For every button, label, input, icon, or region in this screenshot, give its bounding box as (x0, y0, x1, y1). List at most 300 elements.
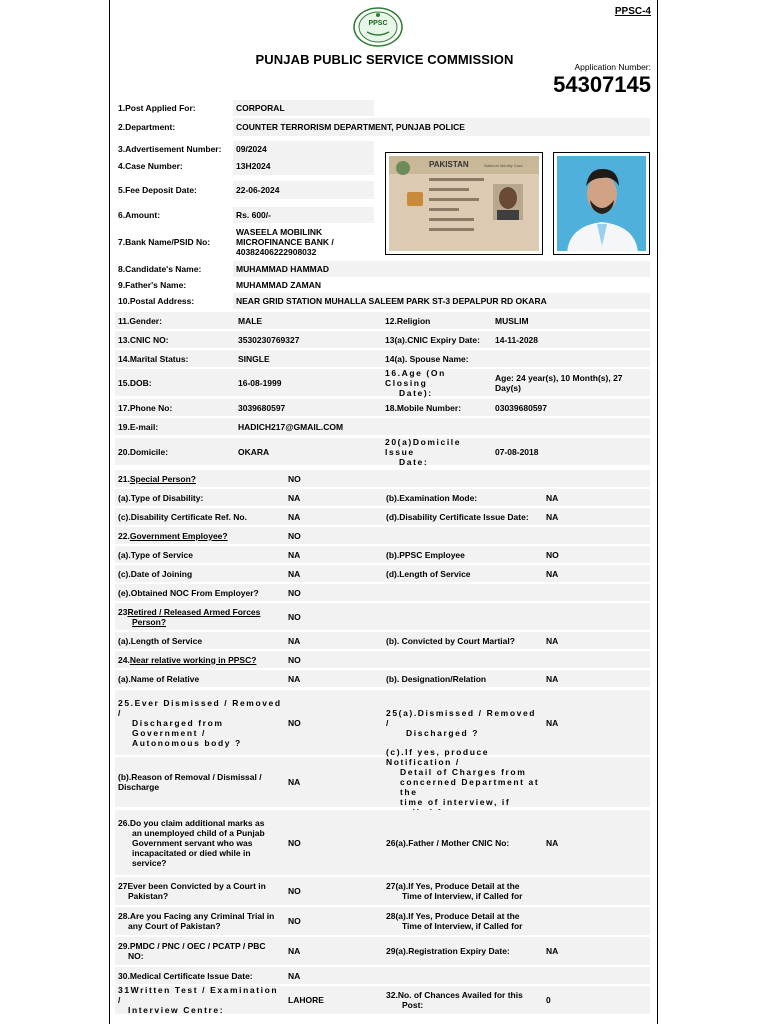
q25-value-span: NO (288, 717, 301, 728)
q23-label-line (118, 617, 260, 627)
spouse-label-line (385, 354, 469, 364)
domicile-value-span: OKARA (238, 446, 270, 457)
q22a-label-text (118, 550, 193, 560)
q22e-value-line (288, 588, 301, 598)
q23b-value-span: NA (546, 635, 559, 646)
cnic_exp-value-text (495, 335, 538, 345)
q32-value (543, 986, 650, 1014)
form-row (110, 747, 659, 807)
q29-value-span: NA (288, 946, 301, 956)
form-row (110, 810, 659, 875)
q26-label-span: an unemployed child of a Punjab (132, 827, 265, 838)
form-row (110, 937, 659, 965)
q24a-label-text (118, 674, 199, 684)
father-value-span: MUHAMMAD ZAMAN (236, 280, 321, 290)
email-value-span: HADICH217@GMAIL.COM (238, 421, 344, 432)
q26-label-span: 26.Do you claim additional marks as (118, 817, 265, 828)
bank-label-line (118, 237, 210, 247)
father-value-text (236, 280, 321, 290)
q21-label (115, 470, 285, 487)
religion-value-line (495, 316, 529, 326)
cnic_exp-value-line (495, 335, 538, 345)
q21b-label-span: (b).Examination Mode: (386, 492, 478, 503)
q21b-value-span: NA (546, 492, 559, 503)
q21-value (285, 470, 383, 487)
q22b-value (543, 546, 650, 563)
q26a-label-span: 26(a).Father / Mother CNIC No: (386, 837, 510, 848)
q22c-value (285, 565, 383, 582)
phone-value-line (238, 403, 285, 413)
post-label-text (118, 103, 196, 113)
father-label (115, 277, 233, 293)
q31-label-text (118, 985, 282, 1015)
q30-label-line (118, 971, 253, 981)
empty-cell (543, 877, 650, 905)
email-label (115, 418, 235, 435)
fee_date-label-text (118, 185, 197, 195)
q22e-value (285, 584, 383, 601)
religion-value-text (495, 316, 529, 326)
q22-value (285, 527, 383, 544)
q24a-value-text (288, 674, 300, 684)
gender-value (235, 312, 382, 329)
q26a-value-line (546, 838, 558, 848)
q21b-label (383, 489, 543, 506)
q23a-value-span: NA (288, 635, 301, 646)
q31-label-line (118, 985, 282, 1005)
q26a-label-text (386, 838, 509, 848)
q21c-label (115, 508, 285, 525)
phone-label-line (118, 403, 172, 413)
q22-value-text (288, 531, 301, 541)
adv-value (233, 141, 374, 157)
dom_issue-label-line (385, 457, 489, 467)
dob-label-text (118, 378, 152, 388)
name-value (233, 261, 650, 277)
q23a-value (285, 632, 383, 649)
q21a-value-span: NA (288, 492, 301, 503)
q23-value-span: NO (288, 611, 301, 622)
adv-label-line (118, 144, 221, 154)
empty-cell (543, 527, 650, 544)
q29-label-span: NO: (128, 951, 144, 961)
q32-label (383, 986, 543, 1014)
fee_date-value (233, 181, 374, 199)
age-label-line (385, 368, 489, 388)
q24b-value-text (546, 674, 558, 684)
q22e-label-text (118, 588, 259, 598)
dom_issue-label-line (385, 437, 489, 457)
q22c-value-span: NA (288, 568, 301, 579)
q31-label-span: Interview Centre: (128, 1005, 225, 1015)
adv-label (115, 141, 233, 157)
q23a-label-text (118, 636, 202, 646)
father-label-text (118, 280, 186, 290)
marital-label-text (118, 354, 188, 364)
religion-label-line (385, 316, 430, 326)
phone-label-text (118, 403, 172, 413)
address-label (115, 293, 233, 309)
form-row (110, 967, 659, 984)
q22b-label-text (386, 550, 465, 560)
q24b-label (383, 670, 543, 687)
address-value-text (236, 296, 547, 306)
q21a-value-text (288, 493, 300, 503)
q28-value-span: NO (288, 916, 301, 926)
commission-title: PUNJAB PUBLIC SERVICE COMMISSION (255, 52, 514, 67)
q26-label-line (118, 838, 265, 848)
application-form-page (109, 0, 658, 1024)
form-row (110, 690, 659, 755)
q30-label (115, 967, 285, 984)
bank-value-span: MICROFINANCE BANK / (236, 236, 334, 247)
q25-label-span: 25.Ever Dismissed / Removed / (118, 697, 282, 718)
q22d-value (543, 565, 650, 582)
post-value-text (236, 103, 285, 113)
domicile-label-span: 20.Domicile: (118, 446, 169, 457)
q22c-value-text (288, 569, 300, 579)
name-label-line (118, 264, 201, 274)
q25-label (115, 690, 285, 755)
q21-label-span: Special Person? (129, 473, 196, 484)
amount-value (233, 207, 374, 223)
dob-label (115, 369, 235, 396)
form-row (110, 489, 659, 506)
q23b-value-line (546, 636, 558, 646)
q23a-label-span: (a).Length of Service (118, 635, 203, 646)
q21b-value-text (546, 493, 558, 503)
cnic_exp-label-line (385, 335, 480, 345)
q32-value-text (546, 995, 551, 1005)
address-value (233, 293, 650, 309)
q25c-label-text (386, 747, 540, 817)
q28-label-text (118, 911, 274, 931)
empty-cell (543, 907, 650, 935)
email-value (235, 418, 650, 435)
age-label-span: Date): (399, 387, 433, 398)
religion-value (492, 312, 650, 329)
case-value (233, 157, 374, 175)
case-value-span: 13H2024 (236, 161, 271, 171)
dom_issue-label (382, 438, 492, 465)
q25a-value-span: NA (546, 717, 559, 728)
fee_date-value-line (236, 185, 279, 195)
form-row (110, 632, 659, 649)
q21d-label-line (386, 512, 529, 522)
q28-label (115, 907, 285, 935)
q23-value-text (288, 612, 301, 622)
q21-value-line (288, 474, 301, 484)
form-row (110, 118, 659, 136)
adv-value-text (236, 144, 267, 154)
q22-label (115, 527, 285, 544)
q23-label-line (118, 607, 260, 617)
bank-label (115, 224, 233, 259)
bank-value-line (236, 227, 334, 237)
mobile-label-text (385, 403, 461, 413)
q27a-label-text (386, 881, 522, 901)
q21c-label-text (118, 512, 247, 522)
age-value-line (495, 373, 623, 383)
cnic-value (235, 331, 382, 348)
q22d-label-span: (d).Length of Service (386, 568, 471, 579)
q30-label-span: 30.Medical Certificate Issue Date: (118, 970, 253, 981)
q23b-value-text (546, 636, 558, 646)
q24a-value-span: NA (288, 673, 301, 684)
q23-label-span: Retired / Released Armed Forces (127, 606, 261, 617)
dom_issue-value-span: 07-08-2018 (495, 446, 539, 457)
empty-cell (543, 967, 650, 984)
q25c-label-line (386, 747, 540, 767)
q26a-label-line (386, 838, 509, 848)
form-row (110, 470, 659, 487)
name-label-text (118, 264, 201, 274)
q27-value-text (288, 886, 301, 896)
cnic-value-line (238, 335, 299, 345)
q22e-label (115, 584, 285, 601)
age-label-line (385, 388, 489, 398)
cnic_exp-label-text (385, 335, 480, 345)
q22e-label-line (118, 588, 259, 598)
q21-value-span: NO (288, 473, 301, 484)
q32-label-span: Post: (402, 1000, 424, 1010)
q21b-value (543, 489, 650, 506)
q21d-label-span: (d).Disability Certificate Issue Date: (386, 511, 529, 522)
q27-label (115, 877, 285, 905)
q21-label-line (118, 474, 196, 484)
q25-value-line (288, 718, 301, 728)
q21c-label-span: (c).Disability Certificate Ref. No. (118, 511, 247, 522)
empty-cell (543, 470, 650, 487)
q21c-value (285, 508, 383, 525)
empty-cell (383, 967, 543, 984)
case-label-line (118, 161, 183, 171)
q27-label-text (118, 881, 266, 901)
department-label-text (118, 122, 175, 132)
fee_date-label-line (118, 185, 197, 195)
q25c-label-span: time of interview, if (400, 797, 511, 807)
q24a-label-line (118, 674, 199, 684)
q28-value-line (288, 916, 301, 926)
q21d-value-span: NA (546, 511, 559, 522)
q21-value-text (288, 474, 301, 484)
q28a-label-line (386, 911, 522, 921)
q22e-label-span: (e).Obtained NOC From Employer? (118, 587, 259, 598)
bank-value-line (236, 247, 334, 257)
q30-label-text (118, 971, 253, 981)
department-value-span: COUNTER TERRORISM DEPARTMENT, PUNJAB POLICE (236, 122, 465, 132)
ppsc-logo-icon (353, 7, 403, 47)
form-row (110, 100, 659, 116)
name-label (115, 261, 233, 277)
q21d-value-text (546, 512, 558, 522)
q28a-label-span: Time of Interview, if Called for (402, 921, 523, 931)
fee_date-value-text (236, 185, 279, 195)
q22a-label (115, 546, 285, 563)
name-label-span: 8.Candidate's Name: (118, 264, 202, 274)
q26-value-line (288, 838, 301, 848)
q23-value (285, 603, 383, 630)
q27-label-span: 27Ever been Convicted by a Court in (118, 881, 266, 891)
q21-label-span: 21. (118, 473, 130, 484)
q22d-value-text (546, 569, 558, 579)
q25-label-line (118, 738, 282, 748)
q31-value-span: LAHORE (288, 995, 324, 1005)
mobile-value (492, 399, 650, 416)
q30-value-span: NA (288, 970, 301, 981)
q23-label-span: Person? (132, 616, 167, 627)
father-label-span: 9.Father's Name: (118, 280, 187, 290)
age-label-span: 16.Age (On Closing (385, 367, 446, 388)
q25c-label-span: Detail of Charges from (400, 767, 527, 777)
q22-label-span: Government Employee? (129, 530, 228, 541)
mobile-label-span: 18.Mobile Number: (385, 402, 462, 413)
dom_issue-label-text (385, 437, 489, 467)
q24a-label (115, 670, 285, 687)
adv-label-span: 3.Advertisement Number: (118, 144, 222, 154)
department-value-line (236, 122, 465, 132)
form-row (110, 418, 659, 435)
q26a-value-text (546, 838, 558, 848)
q21d-label-text (386, 512, 529, 522)
domicile-label (115, 438, 235, 465)
dom_issue-label-span: 20(a)Domicile Issue (385, 436, 462, 457)
q24-value-line (288, 655, 301, 665)
q27a-label-span: 27(a).If Yes, Produce Detail at the (386, 881, 520, 891)
adv-value-span: 09/2024 (236, 144, 267, 154)
q22e-value-text (288, 588, 301, 598)
department-label-line (118, 122, 175, 132)
form-row (110, 350, 659, 367)
q21c-value-text (288, 512, 300, 522)
q21a-label (115, 489, 285, 506)
q24-value-text (288, 655, 301, 665)
q30-value-line (288, 971, 300, 981)
phone-label-span: 17.Phone No: (118, 402, 173, 413)
name-value-line (236, 264, 329, 274)
q25-label-line (118, 698, 282, 718)
age-value (492, 369, 650, 396)
q25a-label-text (386, 708, 540, 738)
form-row (110, 369, 659, 396)
q24b-label-text (386, 674, 486, 684)
form-row (110, 399, 659, 416)
cnic_exp-label-span: 13(a).CNIC Expiry Date: (385, 334, 480, 345)
q25c-label-span: (c).If yes, produce Notification / (386, 747, 490, 767)
q22c-label-span: (c).Date of Joining (118, 568, 193, 579)
q29-label-text (118, 941, 266, 961)
case-value-line (236, 161, 271, 171)
domicile-label-line (118, 447, 168, 457)
q25c-label (383, 747, 543, 807)
form-row (110, 527, 659, 544)
q28-label-line (118, 921, 274, 931)
form-row (110, 907, 659, 935)
q22a-label-span: (a).Type of Service (118, 549, 193, 560)
q29a-label-line (386, 946, 510, 956)
post-value (233, 100, 374, 116)
dom_issue-label-span: Date: (399, 456, 429, 467)
q32-label-line (386, 990, 523, 1000)
q29a-value-text (546, 946, 558, 956)
q24a-label-span: (a).Name of Relative (118, 673, 200, 684)
bank-label-span: 7.Bank Name/PSID No: (118, 236, 211, 247)
empty-cell (383, 651, 543, 668)
q21c-value-span: NA (288, 511, 301, 522)
gender-value-span: MALE (238, 315, 263, 326)
q22a-value-span: NA (288, 549, 301, 560)
marital-label (115, 350, 235, 367)
q22c-value-line (288, 569, 300, 579)
cnic_exp-value-span: 14-11-2028 (495, 334, 539, 345)
empty-cell (383, 470, 543, 487)
q26-label-span: Government servant who was (132, 837, 253, 848)
q21-label-text (118, 474, 196, 484)
q26-label-span: service? (132, 857, 167, 868)
form-row (110, 877, 659, 905)
religion-label-text (385, 316, 430, 326)
q23a-label (115, 632, 285, 649)
q25c-label-line (386, 777, 540, 797)
form-row (110, 293, 659, 309)
q25b-label-line (118, 772, 262, 782)
q25b-value-span: NA (288, 777, 301, 787)
fee_date-value-span: 22-06-2024 (236, 185, 280, 195)
q22d-label (383, 565, 543, 582)
religion-value-span: MUSLIM (495, 315, 529, 326)
q32-label-text (386, 990, 523, 1010)
amount-value-line (236, 210, 271, 220)
q29-label-span: 29.PMDC / PNC / OEC / PCATP / PBC (118, 941, 266, 951)
q22b-value-text (546, 550, 559, 560)
cnic-label-text (118, 335, 169, 345)
fee_date-label (115, 181, 233, 199)
q21c-value-line (288, 512, 300, 522)
email-label-span: 19.E-mail: (118, 421, 159, 432)
q21a-value-line (288, 493, 300, 503)
address-value-line (236, 296, 547, 306)
name-value-span: MUHAMMAD HAMMAD (236, 264, 330, 274)
q25-value (285, 690, 383, 755)
q23a-value-line (288, 636, 300, 646)
q29a-label-text (386, 946, 510, 956)
q31-label (115, 986, 285, 1014)
email-label-text (118, 422, 158, 432)
q24b-label-span: (b). Designation/Relation (386, 673, 487, 684)
q24b-value-line (546, 674, 558, 684)
q29a-value-span: NA (546, 946, 559, 956)
q22a-value-line (288, 550, 300, 560)
gender-value-text (238, 316, 262, 326)
q24a-value (285, 670, 383, 687)
cnic_exp-label (382, 331, 492, 348)
q24-label (115, 651, 285, 668)
q21a-label-span: (a).Type of Disability: (118, 492, 204, 503)
age-label-text (385, 368, 489, 398)
q22-value-span: NO (288, 530, 301, 541)
q22d-label-text (386, 569, 471, 579)
q24a-value-line (288, 674, 300, 684)
q29-label-line (118, 951, 266, 961)
q29a-value-line (546, 946, 558, 956)
dob-value-span: 16-08-1999 (238, 377, 282, 388)
cnic-label (115, 331, 235, 348)
department-value-text (236, 122, 465, 132)
q24-label-span: 24. (118, 654, 130, 665)
religion-label (382, 312, 492, 329)
empty-cell (543, 584, 650, 601)
q27a-label-span: Time of Interview, if Called for (402, 891, 523, 901)
